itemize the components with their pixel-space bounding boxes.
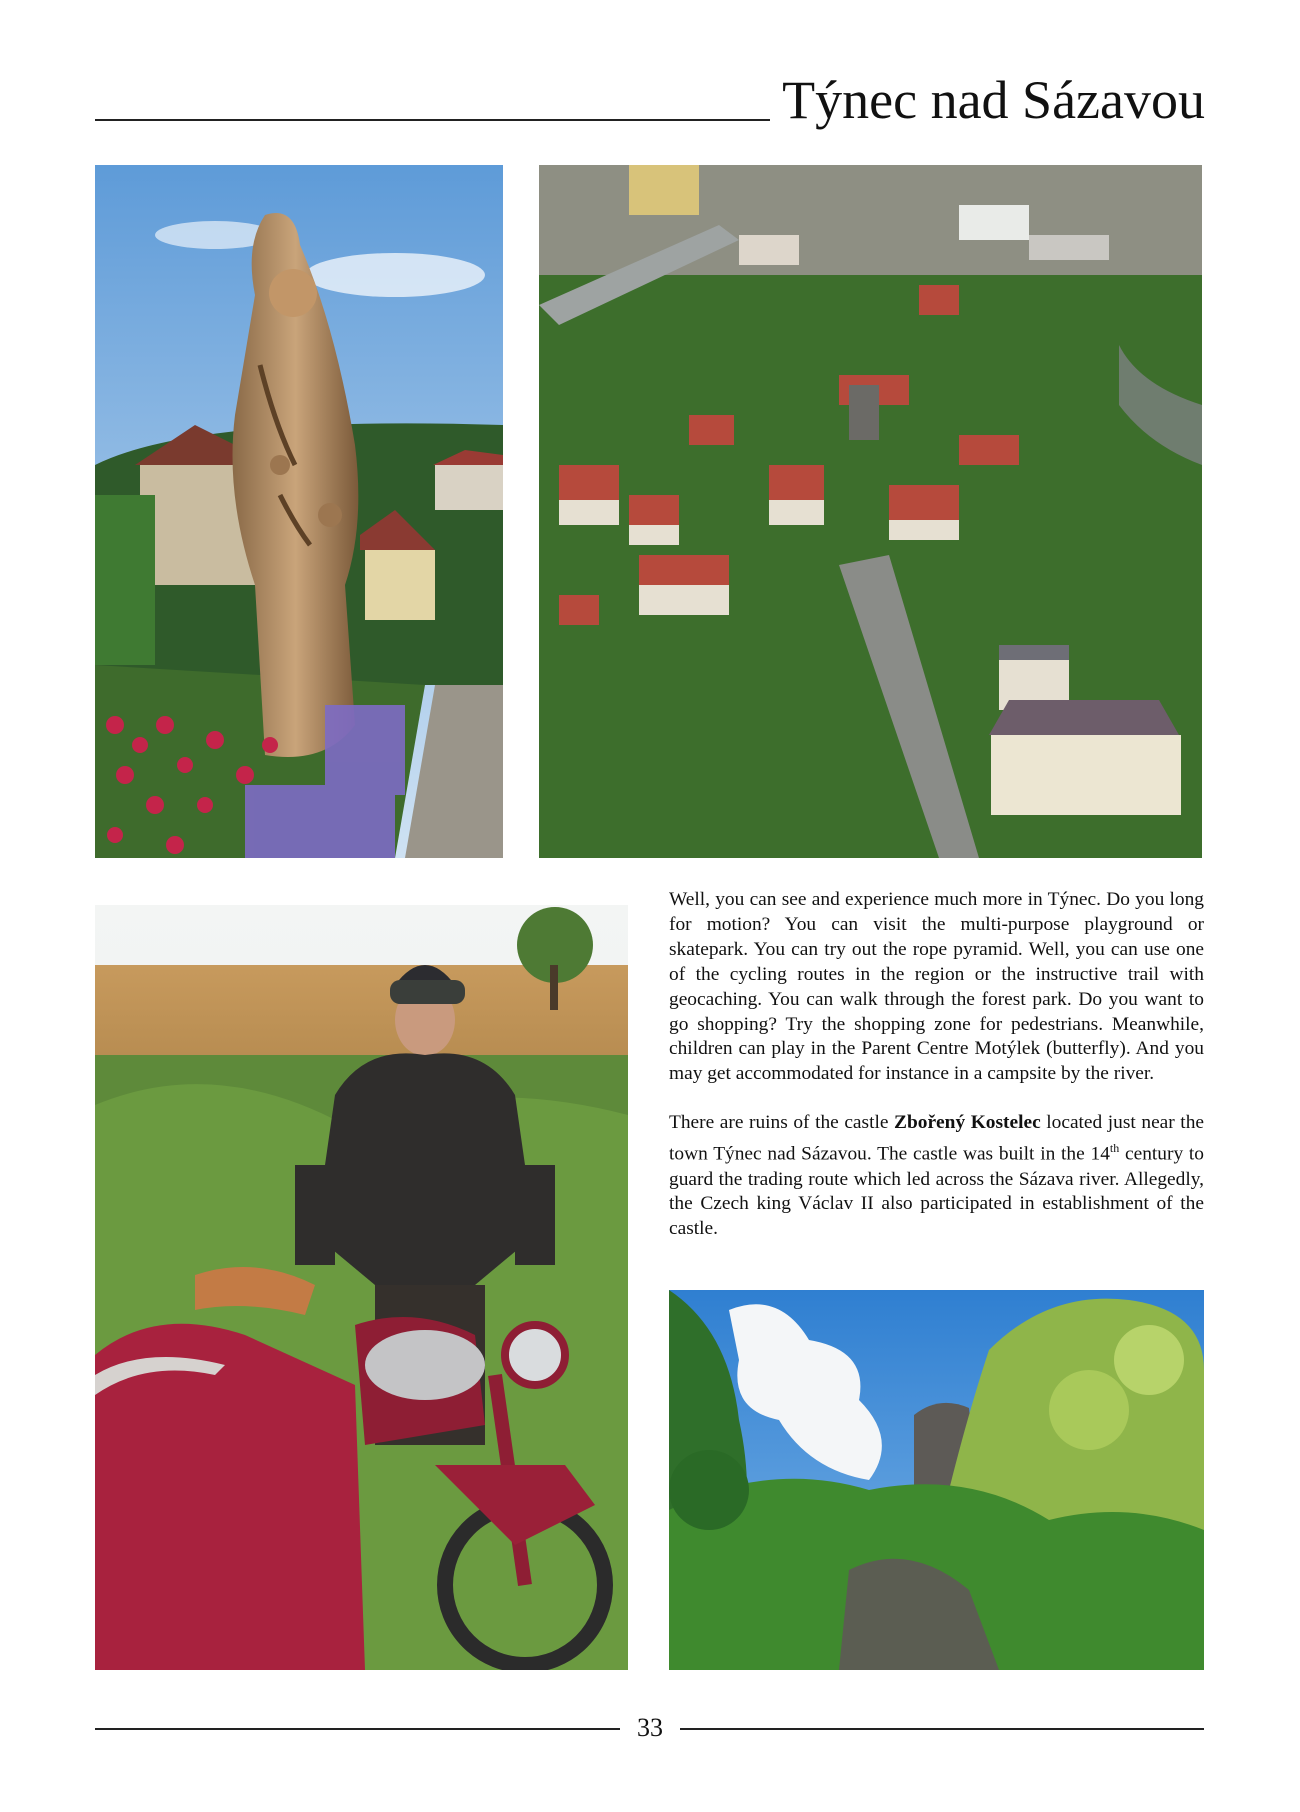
paragraph-castle-text: located just near the town Týnec nad Sázavou. The castle was built in the 14: [669, 1112, 1204, 1165]
body-text: [669, 888, 1204, 1266]
paragraph-castle-intro: There are ruins of the castle: [669, 1112, 895, 1134]
century-suffix: th: [1109, 1141, 1120, 1156]
paragraph-activities: Well, you can see and experience much more in Týnec. Do you long for motion? You can visit the multi-purpose playground or skatepark. You can try out the rope pyramid. Well, you can use one of the cycling routes in the region or the instructive trail with geocaching. You can walk through the forest park. Do you want to go shopping? Try the shopping zone for pedestrians. Meanwhile, children can play in the Parent Centre Motýlek (butterfly). And you may get accommodated for instance in a campsite by the river.: [669, 889, 1204, 1085]
paragraph-castle-end: century to guard the trading route which led across the Sázava river. Allegedly, the Czech king Václav II also participated in establishment of the castle.: [669, 1143, 1204, 1240]
footer-rule-right: [680, 1728, 1204, 1730]
footer-rule-left: [95, 1728, 620, 1730]
photo-castle-ruins: [669, 1290, 1204, 1670]
page-title: Týnec nad Sázavou: [782, 70, 1205, 130]
photo-motorcycle-rider: [95, 905, 628, 1670]
photo-wooden-statue: [95, 165, 503, 858]
paragraph-castle: [669, 1111, 1204, 1242]
header-rule: [95, 119, 770, 121]
photo-aerial-town: [539, 165, 1202, 858]
castle-name: Zbořený Kostelec: [894, 1112, 1041, 1134]
page-number: 33: [620, 1713, 680, 1743]
